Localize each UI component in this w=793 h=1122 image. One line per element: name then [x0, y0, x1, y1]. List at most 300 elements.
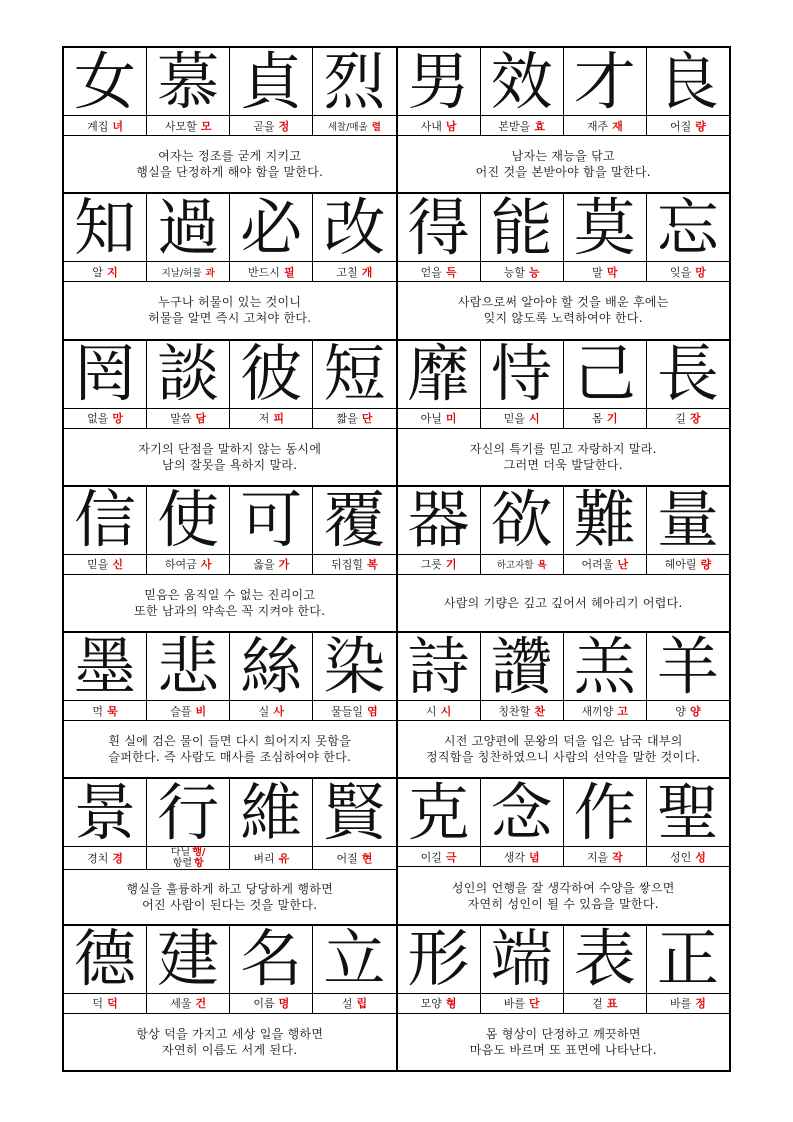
character-gloss: [564, 847, 646, 866]
sound-text: 복: [367, 558, 378, 572]
hanja-glyph: 彼: [230, 341, 312, 409]
character-gloss: [564, 994, 646, 1013]
character-cell: [64, 775, 147, 869]
character-cell: [313, 775, 395, 869]
hanja-glyph: 短: [313, 341, 395, 409]
meaning-text: 어려울: [581, 558, 614, 572]
character-gloss: [313, 847, 395, 869]
hanja-glyph: 羊: [647, 633, 729, 701]
meaning-text: 뒤집힐: [331, 558, 364, 572]
character-strip: [398, 922, 730, 1014]
character-gloss: [313, 701, 395, 720]
verse-block-left: [64, 190, 398, 338]
sound-text: 형: [445, 997, 457, 1011]
hanja-glyph: 良: [647, 48, 729, 116]
character-gloss: [647, 847, 729, 866]
hanja-glyph: 名: [230, 926, 312, 994]
meaning-text: 겉: [592, 997, 603, 1011]
hanja-glyph: 慕: [147, 48, 229, 116]
character-cell: [230, 922, 313, 1013]
character-cell: [481, 44, 564, 135]
sound-text: 량: [700, 558, 712, 572]
meaning-text: 성인: [669, 850, 692, 864]
sound-text: 남: [445, 119, 457, 133]
sound-text: 단: [361, 412, 373, 426]
verse-explanation: [398, 429, 730, 485]
character-gloss: [313, 409, 395, 428]
character-strip: [398, 775, 730, 867]
character-gloss: [64, 262, 146, 281]
sound-text: 욕: [537, 560, 547, 572]
explanation-line: 사람으로써 알아야 할 것을 배운 후에는: [457, 295, 669, 310]
meaning-text: 세찰/매울: [327, 121, 368, 133]
meaning-text: 본받을: [498, 119, 531, 133]
sound-text: 사: [200, 558, 212, 572]
character-strip: [398, 190, 730, 282]
character-cell: [313, 483, 395, 574]
character-cell: [230, 44, 313, 135]
character-cell: [398, 922, 481, 1013]
sound-text: 필: [283, 265, 295, 279]
character-gloss: [564, 409, 646, 428]
meaning-text: 시: [425, 704, 437, 718]
character-cell: [398, 629, 481, 720]
verse-explanation: [64, 721, 396, 777]
character-gloss: [313, 994, 395, 1013]
verse-block-left: [64, 629, 398, 777]
verse-block-right: [398, 337, 730, 485]
hanja-glyph: 行: [147, 779, 229, 847]
character-gloss: [398, 409, 480, 428]
hanja-glyph: 長: [647, 341, 729, 409]
character-gloss: [647, 116, 729, 135]
meaning-text: 하고자할: [496, 560, 534, 572]
verse-explanation: [398, 721, 730, 777]
character-gloss: [64, 116, 146, 135]
sound-text: 시: [440, 704, 452, 718]
meaning-text: 어질: [336, 852, 358, 866]
gloss-line: [173, 858, 204, 869]
sound-text: 가: [278, 558, 290, 572]
hanja-glyph: 絲: [230, 633, 312, 701]
sound-text: 량: [695, 119, 706, 133]
character-gloss: [147, 555, 229, 574]
sound-text: 미: [445, 412, 457, 426]
character-cell: [64, 922, 147, 1013]
meaning-text: 믿을: [503, 412, 525, 426]
hanja-glyph: 作: [564, 779, 646, 847]
character-gloss: [398, 262, 480, 281]
sound-text: 사: [273, 704, 284, 718]
character-gloss: [564, 555, 646, 574]
sound-text: 극: [445, 850, 457, 864]
meaning-text: 말씀: [170, 412, 192, 426]
character-gloss: [564, 701, 646, 720]
sound-text: 고: [617, 704, 629, 718]
sound-text: 현: [361, 852, 373, 866]
meaning-text: 옳을: [253, 558, 275, 572]
character-cell: [398, 190, 481, 281]
sound-text: 경: [112, 852, 124, 866]
meaning-text: 지을: [586, 850, 609, 864]
explanation-line: 슬퍼한다. 즉 사람도 매사를 조심하여야 한다.: [108, 750, 352, 765]
character-gloss: [647, 994, 729, 1013]
sound-text: 묵: [107, 704, 118, 718]
explanation-line: 그러면 더욱 발달한다.: [503, 457, 623, 472]
hanja-glyph: 詩: [398, 633, 480, 701]
hanja-glyph: 表: [564, 926, 646, 994]
hanja-glyph: 景: [64, 779, 146, 847]
character-cell: [564, 190, 647, 281]
sound-text: 모: [200, 119, 212, 133]
meaning-text: 생각: [503, 850, 525, 864]
character-cell: [647, 922, 729, 1013]
character-cell: [481, 483, 564, 574]
sound-text: 기: [445, 558, 457, 572]
explanation-line: 남의 잘못을 욕하지 말라.: [162, 457, 298, 472]
hanja-glyph: 可: [230, 487, 312, 555]
sound-text: 망: [695, 265, 706, 279]
meaning-text: 그릇: [420, 558, 442, 572]
character-cell: [564, 483, 647, 574]
sound-text: 양: [689, 704, 701, 718]
character-cell: [147, 629, 230, 720]
character-gloss: [230, 262, 312, 281]
explanation-line: 성인의 언행을 잘 생각하여 수양을 쌓으면: [451, 880, 675, 895]
meaning-text: 알: [92, 265, 104, 279]
character-gloss: [147, 262, 229, 281]
hanja-glyph: 讚: [481, 633, 563, 701]
verse-row: [64, 775, 729, 925]
character-cell: [564, 922, 647, 1013]
gloss-line: [171, 847, 206, 858]
character-cell: [564, 337, 647, 428]
sound-text: 행/: [192, 847, 206, 859]
character-cell: [64, 629, 147, 720]
character-gloss: [313, 262, 395, 281]
meaning-text: 양: [675, 704, 686, 718]
character-cell: [64, 44, 147, 135]
hanja-glyph: 聖: [647, 779, 729, 847]
character-gloss: [313, 116, 395, 135]
verse-explanation: [398, 867, 730, 923]
hanja-glyph: 恃: [481, 341, 563, 409]
meaning-text: 칭찬할: [498, 704, 531, 718]
sound-text: 표: [606, 997, 618, 1011]
meaning-text: 덕: [92, 997, 104, 1011]
meaning-text: 세울: [170, 997, 192, 1011]
character-gloss: [481, 116, 563, 135]
hanja-glyph: 女: [64, 48, 146, 116]
verse-row: [64, 190, 729, 340]
verse-block-right: [398, 190, 730, 338]
meaning-text: 이길: [420, 850, 442, 864]
verse-explanation: [398, 575, 730, 631]
character-cell: [647, 483, 729, 574]
character-cell: [230, 337, 313, 428]
explanation-line: 자신의 특기를 믿고 자랑하지 말라.: [469, 441, 657, 456]
sound-text: 찬: [534, 704, 545, 718]
character-cell: [481, 337, 564, 428]
sound-text: 명: [278, 997, 290, 1011]
meaning-text: 저: [258, 412, 270, 426]
meaning-text: 모양: [420, 997, 442, 1011]
verse-block-left: [64, 775, 398, 923]
hanja-glyph: 墨: [64, 633, 146, 701]
character-cell: [230, 775, 313, 869]
sound-text: 시: [529, 412, 540, 426]
explanation-line: 믿음은 움직일 수 없는 진리이고: [144, 587, 316, 602]
character-cell: [64, 190, 147, 281]
sound-text: 피: [273, 412, 284, 426]
verse-row: [64, 337, 729, 487]
hanja-glyph: 難: [564, 487, 646, 555]
meaning-text: 어질: [669, 119, 692, 133]
character-strip: [398, 44, 730, 136]
sound-text: 항: [194, 858, 204, 870]
hanja-glyph: 羔: [564, 633, 646, 701]
verse-block-left: [64, 337, 398, 485]
verse-block-right: [398, 922, 730, 1070]
hanja-glyph: 烈: [313, 48, 395, 116]
meaning-text: 바를: [669, 997, 692, 1011]
character-gloss: [398, 994, 480, 1013]
sound-text: 난: [617, 558, 629, 572]
character-cell: [398, 483, 481, 574]
character-cell: [313, 44, 395, 135]
character-cell: [647, 775, 729, 866]
sound-text: 념: [529, 850, 540, 864]
character-gloss: [230, 116, 312, 135]
meaning-text: 사내: [420, 119, 442, 133]
meaning-text: 헤아릴: [664, 558, 697, 572]
sound-text: 비: [195, 704, 207, 718]
verse-explanation: [64, 429, 396, 485]
verse-row: [64, 922, 729, 1070]
character-cell: [147, 44, 230, 135]
meaning-text: 고칠: [336, 265, 358, 279]
hanja-glyph: 正: [647, 926, 729, 994]
meaning-text: 능할: [503, 265, 525, 279]
character-gloss: [147, 994, 229, 1013]
meaning-text: 말: [592, 265, 603, 279]
hanja-glyph: 罔: [64, 341, 146, 409]
character-cell: [147, 922, 230, 1013]
hanja-glyph: 信: [64, 487, 146, 555]
meaning-text: 다닐: [170, 847, 191, 859]
character-cell: [647, 190, 729, 281]
meaning-text: 물들일: [331, 704, 364, 718]
hanja-glyph: 效: [481, 48, 563, 116]
character-gloss: [230, 701, 312, 720]
sound-text: 립: [356, 997, 368, 1011]
verse-row: [64, 483, 729, 633]
verse-explanation: [64, 870, 396, 923]
sound-text: 덕: [107, 997, 118, 1011]
character-cell: [564, 775, 647, 866]
verse-row: [64, 629, 729, 779]
character-gloss: [230, 555, 312, 574]
meaning-text: 새끼양: [581, 704, 614, 718]
explanation-line: 자연히 성인이 될 수 있음을 말한다.: [467, 896, 659, 911]
character-cell: [481, 775, 564, 866]
hanja-glyph: 念: [481, 779, 563, 847]
sound-text: 지: [107, 265, 118, 279]
character-cell: [313, 922, 395, 1013]
meaning-text: 바를: [503, 997, 525, 1011]
hanja-glyph: 德: [64, 926, 146, 994]
character-gloss: [64, 701, 146, 720]
hanja-glyph: 量: [647, 487, 729, 555]
verse-explanation: [398, 282, 730, 338]
character-gloss: [313, 555, 395, 574]
character-cell: [647, 44, 729, 135]
character-cell: [313, 190, 395, 281]
sound-text: 녀: [112, 119, 124, 133]
meaning-text: 아닐: [420, 412, 442, 426]
character-cell: [398, 775, 481, 866]
sound-text: 효: [534, 119, 545, 133]
character-gloss: [398, 116, 480, 135]
character-cell: [481, 629, 564, 720]
meaning-text: 이름: [253, 997, 275, 1011]
meaning-text: 믿을: [87, 558, 109, 572]
meaning-text: 사모할: [164, 119, 197, 133]
character-strip: [64, 775, 396, 870]
sound-text: 재: [612, 119, 623, 133]
sound-text: 렬: [371, 121, 381, 133]
meaning-text: 슬플: [170, 704, 192, 718]
verse-block-left: [64, 483, 398, 631]
character-cell: [647, 629, 729, 720]
character-cell: [147, 337, 230, 428]
character-cell: [147, 775, 230, 870]
sound-text: 성: [695, 850, 706, 864]
hanja-glyph: 使: [147, 487, 229, 555]
sound-text: 과: [205, 267, 215, 279]
explanation-line: 행실을 단정하게 해야 함을 말한다.: [136, 165, 324, 180]
character-gloss: [481, 701, 563, 720]
hanja-glyph: 才: [564, 48, 646, 116]
hanja-glyph: 端: [481, 926, 563, 994]
meaning-text: 잊을: [669, 265, 692, 279]
verse-explanation: [398, 1014, 730, 1070]
character-strip: [64, 629, 396, 721]
meaning-text: 하여금: [164, 558, 197, 572]
sound-text: 작: [612, 850, 623, 864]
character-gloss: [64, 555, 146, 574]
explanation-line: 항상 덕을 가지고 세상 일을 행하면: [136, 1026, 324, 1041]
explanation-line: 누구나 허물이 있는 것이니: [158, 295, 302, 310]
hanja-glyph: 男: [398, 48, 480, 116]
character-cell: [230, 483, 313, 574]
character-gloss: [230, 409, 312, 428]
character-cell: [230, 190, 313, 281]
explanation-line: 또한 남과의 약속은 꼭 지켜야 한다.: [134, 603, 326, 618]
meaning-text: 지날/허물: [161, 267, 202, 279]
character-gloss: [147, 116, 229, 135]
verse-explanation: [64, 575, 396, 631]
sound-text: 막: [606, 265, 618, 279]
character-gloss: [481, 262, 563, 281]
meaning-text: 항렬: [172, 858, 193, 870]
meaning-text: 설: [341, 997, 353, 1011]
character-gloss: [147, 701, 229, 720]
verse-block-right: [398, 44, 730, 192]
character-strip: [398, 483, 730, 575]
character-gloss: [230, 847, 312, 869]
character-cell: [64, 483, 147, 574]
character-strip: [64, 44, 396, 136]
character-cell: [481, 190, 564, 281]
meaning-text: 경치: [87, 852, 109, 866]
sound-text: 정: [278, 119, 290, 133]
meaning-text: 계집: [87, 119, 109, 133]
character-cell: [230, 629, 313, 720]
explanation-line: 흰 실에 검은 물이 들면 다시 희어지지 못함을: [108, 734, 352, 749]
explanation-line: 마음도 바르며 또 표면에 나타난다.: [469, 1042, 657, 1057]
verse-block-right: [398, 483, 730, 631]
hanja-glyph: 能: [481, 194, 563, 262]
character-gloss: [564, 262, 646, 281]
character-cell: [564, 629, 647, 720]
character-strip: [398, 337, 730, 429]
hanja-glyph: 建: [147, 926, 229, 994]
hanja-glyph: 悲: [147, 633, 229, 701]
character-gloss: [647, 555, 729, 574]
character-strip: [64, 922, 396, 1014]
verse-explanation: [64, 136, 396, 192]
sound-text: 신: [112, 558, 124, 572]
meaning-text: 없을: [87, 412, 109, 426]
hanja-glyph: 忘: [647, 194, 729, 262]
verse-row: [64, 44, 729, 194]
character-cell: [398, 44, 481, 135]
sound-text: 득: [445, 265, 457, 279]
hanja-glyph: 維: [230, 779, 312, 847]
character-cell: [313, 629, 395, 720]
explanation-line: 잊지 않도록 노력하여야 한다.: [483, 311, 643, 326]
verse-explanation: [64, 1014, 396, 1070]
character-cell: [64, 337, 147, 428]
character-gloss: [481, 555, 563, 574]
hanja-glyph: 器: [398, 487, 480, 555]
explanation-line: 몸 형상이 단정하고 깨끗하면: [485, 1026, 641, 1041]
verse-block-right: [398, 775, 730, 923]
verse-block-right: [398, 629, 730, 777]
hanja-glyph: 改: [313, 194, 395, 262]
meaning-text: 몸: [592, 412, 603, 426]
character-gloss: [647, 262, 729, 281]
hanja-glyph: 欲: [481, 487, 563, 555]
sound-text: 망: [112, 412, 124, 426]
explanation-line: 시전 고양편에 문왕의 덕을 입은 남국 대부의: [443, 734, 683, 749]
character-gloss: [230, 994, 312, 1013]
character-gloss: [398, 847, 480, 866]
character-cell: [398, 337, 481, 428]
character-strip: [64, 190, 396, 282]
character-gloss: [64, 994, 146, 1013]
meaning-text: 짧을: [336, 412, 358, 426]
hanja-glyph: 知: [64, 194, 146, 262]
verse-explanation: [64, 282, 396, 338]
character-strip: [64, 337, 396, 429]
character-gloss: [64, 409, 146, 428]
hanja-glyph: 貞: [230, 48, 312, 116]
verse-block-left: [64, 44, 398, 192]
hanja-glyph: 過: [147, 194, 229, 262]
explanation-line: 어진 사람이 된다는 것을 말한다.: [142, 898, 318, 913]
